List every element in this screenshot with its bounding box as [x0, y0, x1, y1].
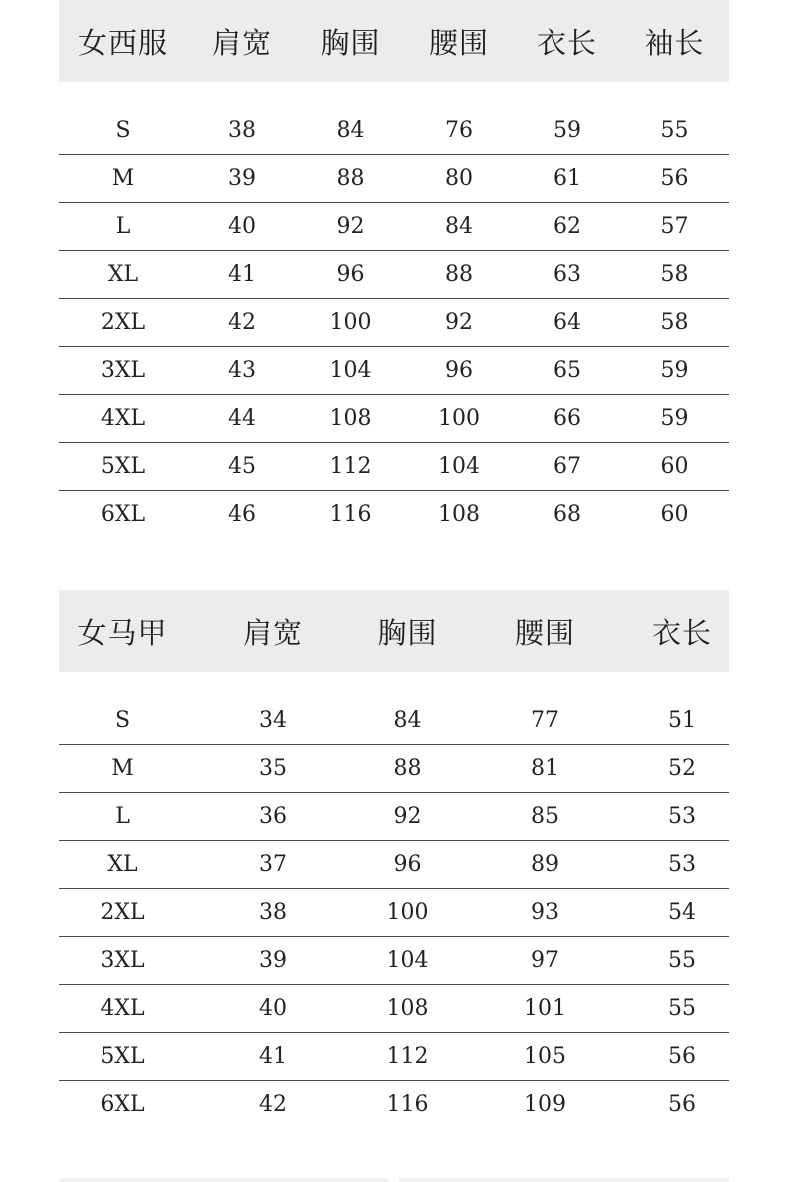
table-cell: 84 [336, 118, 365, 143]
size-cell: XL [107, 262, 139, 287]
vest-size-header [59, 590, 729, 672]
table-cell: 42 [228, 310, 256, 335]
table-cell: 84 [445, 214, 473, 239]
table-cell: 39 [259, 948, 287, 973]
table-cell: 58 [660, 310, 689, 335]
table-cell: 60 [660, 454, 689, 479]
table-cell: 34 [259, 708, 287, 733]
size-cell: L [115, 804, 130, 829]
table-cell: 38 [259, 900, 287, 925]
table-cell: 76 [445, 118, 473, 143]
table-cell: 100 [386, 900, 429, 925]
size-cell: S [115, 118, 131, 143]
header-cell: 女西服 [77, 25, 168, 60]
table-cell: 59 [553, 118, 581, 143]
table-row [59, 841, 729, 889]
header-cell: 袖长 [644, 25, 705, 60]
suit-size-table [59, 0, 729, 538]
table-cell: 109 [524, 1092, 566, 1117]
table-row [59, 793, 729, 841]
table-cell: 67 [553, 454, 581, 479]
table-cell: 53 [668, 804, 696, 829]
table-cell: 88 [393, 756, 422, 781]
header-cell: 衣长 [536, 25, 597, 60]
table-cell: 41 [228, 262, 256, 287]
table-row [59, 491, 729, 538]
size-cell: 6XL [100, 502, 146, 527]
table-cell: 53 [668, 852, 696, 877]
size-cell: 5XL [100, 1044, 145, 1069]
table-row [59, 985, 729, 1033]
header-cell: 衣长 [651, 615, 712, 650]
size-cell: 4XL [100, 996, 145, 1021]
bottom-edge-strip [59, 1178, 729, 1182]
table-cell: 92 [393, 804, 422, 829]
table-cell: 108 [329, 406, 372, 431]
suit-size-rows [59, 107, 729, 538]
table-cell: 64 [553, 310, 581, 335]
table-cell: 116 [329, 502, 372, 527]
header-cell: 肩宽 [242, 615, 303, 650]
size-cell: L [115, 214, 131, 239]
table-cell: 96 [393, 852, 422, 877]
table-cell: 42 [259, 1092, 287, 1117]
table-cell: 35 [259, 756, 287, 781]
table-cell: 41 [259, 1044, 287, 1069]
table-cell: 39 [228, 166, 256, 191]
table-row [59, 443, 729, 491]
table-row [59, 107, 729, 155]
table-cell: 112 [329, 454, 372, 479]
table-cell: 55 [668, 948, 696, 973]
size-cell: 2XL [100, 900, 145, 925]
size-cell: 5XL [100, 454, 146, 479]
table-cell: 96 [445, 358, 473, 383]
table-row [59, 347, 729, 395]
table-cell: 40 [228, 214, 256, 239]
table-cell: 80 [445, 166, 473, 191]
vest-size-rows [59, 697, 729, 1128]
table-row [59, 937, 729, 985]
bottom-edge-block-left [59, 1178, 389, 1182]
table-row [59, 299, 729, 347]
table-cell: 51 [668, 708, 696, 733]
table-row [59, 889, 729, 937]
table-cell: 93 [531, 900, 559, 925]
table-cell: 116 [386, 1092, 429, 1117]
table-cell: 57 [660, 214, 689, 239]
table-row [59, 203, 729, 251]
table-cell: 55 [668, 996, 696, 1021]
size-cell: M [111, 166, 135, 191]
table-row [59, 155, 729, 203]
table-cell: 38 [228, 118, 256, 143]
table-cell: 96 [336, 262, 365, 287]
size-cell: 3XL [100, 948, 145, 973]
table-cell: 92 [445, 310, 473, 335]
size-cell: M [111, 756, 134, 781]
table-cell: 59 [660, 358, 689, 383]
table-cell: 112 [386, 1044, 429, 1069]
table-cell: 104 [329, 358, 372, 383]
table-cell: 81 [531, 756, 559, 781]
size-cell: 3XL [100, 358, 146, 383]
table-row [59, 745, 729, 793]
header-cell: 肩宽 [211, 25, 272, 60]
table-cell: 89 [531, 852, 559, 877]
table-cell: 92 [336, 214, 365, 239]
table-cell: 105 [524, 1044, 566, 1069]
table-cell: 66 [553, 406, 581, 431]
table-cell: 62 [553, 214, 581, 239]
size-cell: XL [107, 852, 138, 877]
size-cell: 2XL [100, 310, 146, 335]
table-cell: 45 [228, 454, 256, 479]
table-cell: 100 [329, 310, 372, 335]
header-cell: 胸围 [377, 615, 438, 650]
table-row [59, 395, 729, 443]
table-cell: 108 [438, 502, 480, 527]
size-cell: 6XL [100, 1092, 145, 1117]
header-cell: 女马甲 [77, 615, 168, 650]
table-cell: 37 [259, 852, 287, 877]
table-cell: 68 [553, 502, 581, 527]
header-cell: 腰围 [514, 615, 575, 650]
table-row [59, 1081, 729, 1128]
table-cell: 88 [336, 166, 365, 191]
size-cell: S [114, 708, 131, 733]
table-cell: 100 [438, 406, 480, 431]
table-cell: 61 [553, 166, 581, 191]
table-cell: 40 [259, 996, 287, 1021]
vest-size-table [59, 590, 729, 1128]
table-cell: 36 [259, 804, 287, 829]
header-cell: 胸围 [320, 25, 381, 60]
table-cell: 84 [393, 708, 422, 733]
table-cell: 85 [531, 804, 559, 829]
table-cell: 63 [553, 262, 581, 287]
table-row [59, 1033, 729, 1081]
table-cell: 58 [660, 262, 689, 287]
table-cell: 101 [524, 996, 566, 1021]
table-cell: 54 [668, 900, 696, 925]
table-cell: 56 [660, 166, 689, 191]
table-cell: 59 [660, 406, 689, 431]
table-cell: 52 [668, 756, 696, 781]
table-cell: 104 [438, 454, 480, 479]
bottom-edge-block-right [399, 1178, 729, 1182]
table-cell: 46 [228, 502, 256, 527]
table-cell: 43 [228, 358, 256, 383]
table-cell: 77 [531, 708, 559, 733]
table-cell: 60 [660, 502, 689, 527]
table-row [59, 697, 729, 745]
table-row [59, 251, 729, 299]
table-cell: 88 [445, 262, 473, 287]
table-cell: 56 [668, 1044, 696, 1069]
table-cell: 65 [553, 358, 581, 383]
table-cell: 97 [531, 948, 559, 973]
table-cell: 44 [228, 406, 256, 431]
table-cell: 55 [660, 118, 689, 143]
header-cell: 腰围 [428, 25, 489, 60]
size-cell: 4XL [100, 406, 146, 431]
suit-size-header [59, 0, 729, 82]
table-cell: 104 [386, 948, 429, 973]
table-cell: 56 [668, 1092, 696, 1117]
table-cell: 108 [386, 996, 429, 1021]
